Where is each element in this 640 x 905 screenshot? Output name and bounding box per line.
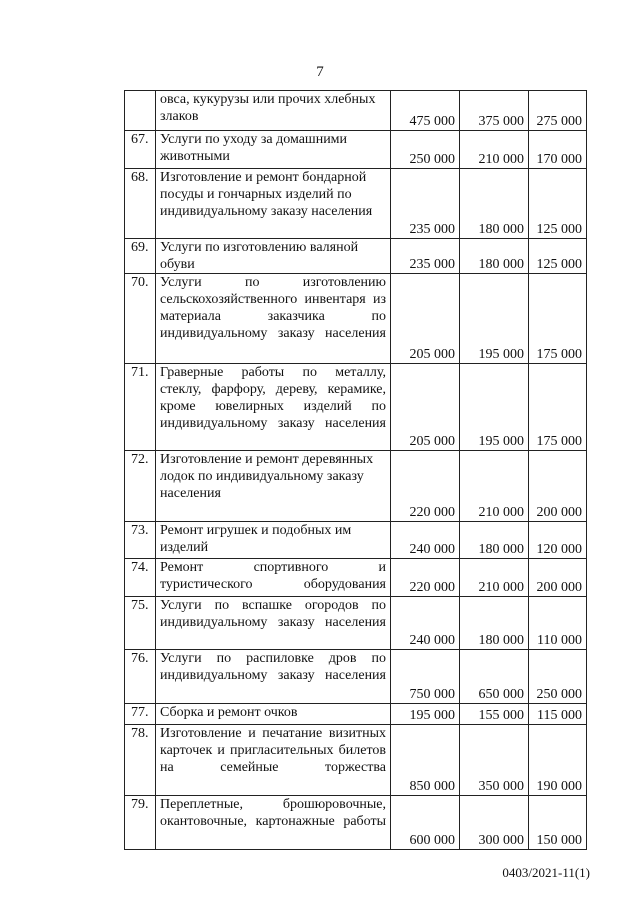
fee-table [124, 90, 587, 850]
amount-col-2: 650 000 [460, 650, 529, 704]
amount-col-1: 850 000 [391, 725, 460, 796]
amount-col-2: 375 000 [460, 91, 529, 131]
document-code: 0403/2021-11(1) [502, 865, 590, 880]
amount-col-3: 175 000 [529, 274, 587, 364]
row-number: 73. [125, 522, 156, 559]
table-row [125, 364, 587, 451]
amount-col-3: 120 000 [529, 522, 587, 559]
row-number: 78. [125, 725, 156, 796]
amount-col-3: 175 000 [529, 364, 587, 451]
amount-col-1: 475 000 [391, 91, 460, 131]
amount-col-3: 125 000 [529, 169, 587, 239]
table-row [125, 91, 587, 131]
table-row [125, 451, 587, 522]
amount-col-1: 250 000 [391, 131, 460, 169]
service-description: Ремонт игрушек и подобных им изделий [156, 522, 391, 559]
amount-col-2: 350 000 [460, 725, 529, 796]
table-row [125, 274, 587, 364]
row-number: 76. [125, 650, 156, 704]
amount-col-2: 195 000 [460, 364, 529, 451]
table-row [125, 704, 587, 725]
table-row [125, 597, 587, 650]
amount-col-1: 240 000 [391, 597, 460, 650]
row-number: 68. [125, 169, 156, 239]
page-number: 7 [316, 64, 324, 80]
service-description: Ремонт спортивного и туристического оборудования [156, 559, 391, 597]
table-row [125, 239, 587, 274]
amount-col-2: 180 000 [460, 522, 529, 559]
row-number: 72. [125, 451, 156, 522]
amount-col-1: 220 000 [391, 559, 460, 597]
row-number: 79. [125, 796, 156, 850]
amount-col-2: 180 000 [460, 239, 529, 274]
service-description: Услуги по вспашке огородов по индивидуальному заказу населения [156, 597, 391, 650]
row-number: 69. [125, 239, 156, 274]
table-row [125, 131, 587, 169]
row-number: 77. [125, 704, 156, 725]
service-description: Переплетные, брошюровочные, окантовочные, картонажные работы [156, 796, 391, 850]
amount-col-3: 150 000 [529, 796, 587, 850]
amount-col-2: 180 000 [460, 169, 529, 239]
row-number [125, 91, 156, 131]
amount-col-3: 275 000 [529, 91, 587, 131]
amount-col-1: 600 000 [391, 796, 460, 850]
row-number: 74. [125, 559, 156, 597]
amount-col-2: 155 000 [460, 704, 529, 725]
amount-col-3: 110 000 [529, 597, 587, 650]
service-description: Услуги по распиловке дров по индивидуальному заказу населения [156, 650, 391, 704]
amount-col-2: 195 000 [460, 274, 529, 364]
amount-col-1: 205 000 [391, 364, 460, 451]
amount-col-2: 300 000 [460, 796, 529, 850]
row-number: 67. [125, 131, 156, 169]
amount-col-1: 235 000 [391, 169, 460, 239]
service-description: Сборка и ремонт очков [156, 704, 391, 725]
service-description: Граверные работы по металлу, стеклу, фарфору, дереву, керамике, кроме ювелирных изделий по индивидуальному заказу населения [156, 364, 391, 451]
amount-col-2: 210 000 [460, 131, 529, 169]
amount-col-2: 210 000 [460, 451, 529, 522]
table-row [125, 169, 587, 239]
amount-col-3: 250 000 [529, 650, 587, 704]
amount-col-1: 750 000 [391, 650, 460, 704]
amount-col-3: 125 000 [529, 239, 587, 274]
row-number: 75. [125, 597, 156, 650]
table-body [125, 91, 587, 850]
table-row [125, 522, 587, 559]
amount-col-3: 115 000 [529, 704, 587, 725]
service-description: Услуги по изготовлению валяной обуви [156, 239, 391, 274]
table-row [125, 559, 587, 597]
service-description: Услуги по изготовлению сельскохозяйственного инвентаря из материала заказчика по индивидуальному заказу населения [156, 274, 391, 364]
amount-col-1: 220 000 [391, 451, 460, 522]
amount-col-3: 200 000 [529, 559, 587, 597]
service-description: Услуги по уходу за домашними животными [156, 131, 391, 169]
service-description: Изготовление и ремонт деревянных лодок по индивидуальному заказу населения [156, 451, 391, 522]
amount-col-2: 180 000 [460, 597, 529, 650]
amount-col-3: 200 000 [529, 451, 587, 522]
amount-col-1: 195 000 [391, 704, 460, 725]
amount-col-1: 240 000 [391, 522, 460, 559]
amount-col-1: 205 000 [391, 274, 460, 364]
amount-col-3: 170 000 [529, 131, 587, 169]
amount-col-1: 235 000 [391, 239, 460, 274]
table-row [125, 650, 587, 704]
table-row [125, 725, 587, 796]
service-description: Изготовление и ремонт бондарной посуды и гончарных изделий по индивидуальному заказу населения [156, 169, 391, 239]
row-number: 71. [125, 364, 156, 451]
row-number: 70. [125, 274, 156, 364]
service-description: овса, кукурузы или прочих хлебных злаков [156, 91, 391, 131]
amount-col-2: 210 000 [460, 559, 529, 597]
service-description: Изготовление и печатание визитных карточек и пригласительных билетов на семейные торжества [156, 725, 391, 796]
table-row [125, 796, 587, 850]
amount-col-3: 190 000 [529, 725, 587, 796]
